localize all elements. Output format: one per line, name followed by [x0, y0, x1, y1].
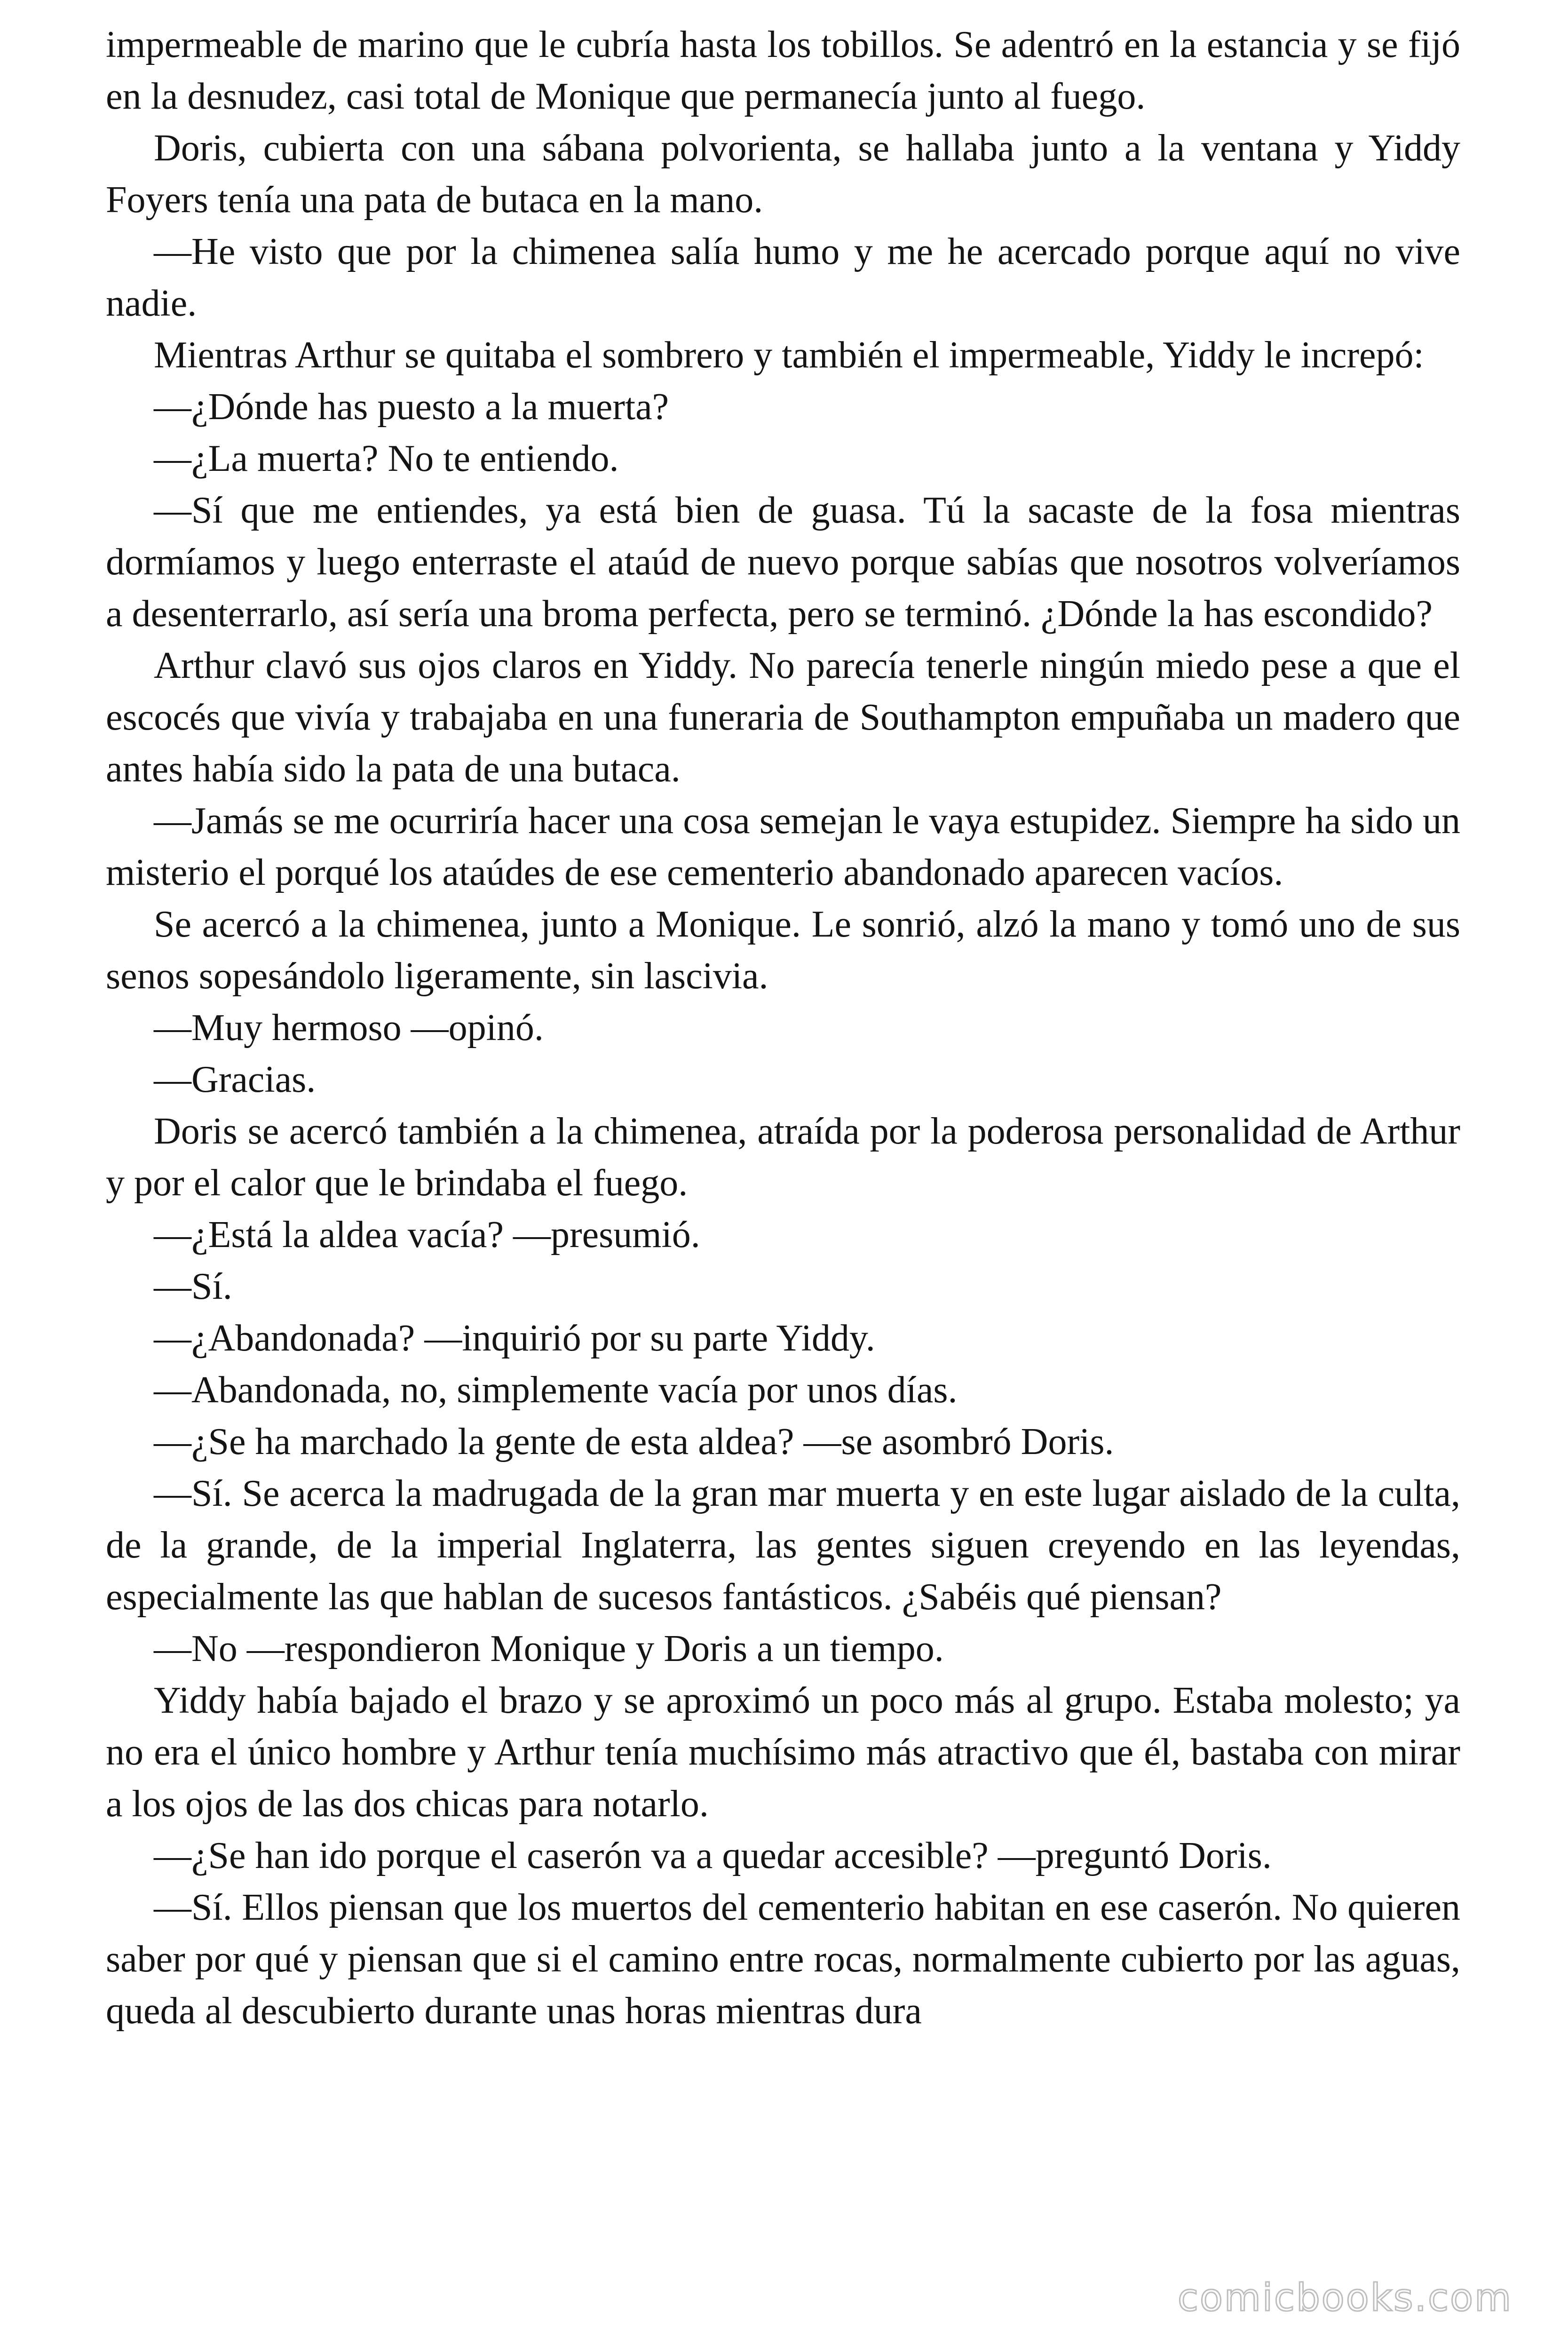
paragraph: —He visto que por la chimenea salía humo y me he acercado porque aquí no vive nadie. [106, 231, 1460, 324]
paragraph: —¿Abandonada? —inquirió por su parte Yiddy. [154, 1318, 875, 1359]
paragraph: —¿La muerta? No te entiendo. [154, 438, 619, 479]
paragraph: —Muy hermoso —opinó. [154, 1007, 544, 1049]
paragraph: Yiddy había bajado el brazo y se aproximó un poco más al grupo. Estaba molesto; ya no era el único hombre y Arthur tenía muchísimo más atractivo que él, bastaba con mirar a los ojos de las dos chicas para notarlo. [106, 1680, 1460, 1825]
paragraph: —No —respondieron Monique y Doris a un tiempo. [154, 1628, 944, 1669]
paragraph: —Abandonada, no, simplemente vacía por unos días. [154, 1369, 958, 1411]
paragraph: —Sí. Ellos piensan que los muertos del cementerio habitan en ese caserón. No quieren saber por qué y piensan que si el camino entre rocas, normalmente cubierto por las aguas, queda al descubierto durante unas horas mientras dura [106, 1887, 1460, 2032]
paragraph: impermeable de marino que le cubría hasta los tobillos. Se adentró en la estancia y se fijó en la desnudez, casi total de Monique que permanecía junto al fuego. [106, 24, 1460, 117]
paragraph: —Sí. [154, 1266, 232, 1307]
paragraph: —Sí. Se acerca la madrugada de la gran mar muerta y en este lugar aislado de la culta, de la grande, de la imperial Inglaterra, las gentes siguen creyendo en las leyendas, especialmente las que hablan de sucesos fantásticos. ¿Sabéis qué piensan? [106, 1473, 1460, 1618]
paragraph: —Gracias. [154, 1059, 316, 1100]
paragraph: Doris se acercó también a la chimenea, atraída por la poderosa personalidad de Arthur y por el calor que le brindaba el fuego. [106, 1111, 1460, 1204]
paragraph: Se acercó a la chimenea, junto a Monique. Le sonrió, alzó la mano y tomó uno de sus senos sopesándolo ligeramente, sin lascivia. [106, 904, 1460, 997]
paragraph: —¿Se han ido porque el caserón va a quedar accesible? —preguntó Doris. [154, 1835, 1272, 1876]
paragraph: Doris, cubierta con una sábana polvorienta, se hallaba junto a la ventana y Yiddy Foyers tenía una pata de butaca en la mano. [106, 127, 1460, 221]
paragraph: Mientras Arthur se quitaba el sombrero y también el impermeable, Yiddy le increpó: [154, 334, 1424, 376]
paragraph: Arthur clavó sus ojos claros en Yiddy. No parecía tenerle ningún miedo pese a que el escocés que vivía y trabajaba en una funeraria de Southampton empuñaba un madero que antes había sido la pata de una butaca. [106, 645, 1460, 790]
watermark: comicbooks.com [1177, 2276, 1513, 2320]
paragraph: —¿Dónde has puesto a la muerta? [154, 386, 669, 428]
page-text [106, 19, 1460, 2037]
paragraph: —Sí que me entiendes, ya está bien de guasa. Tú la sacaste de la fosa mientras dormíamos y luego enterraste el ataúd de nuevo porque sabías que nosotros volveríamos a desenterrarlo, así sería una broma perfecta, pero se terminó. ¿Dónde la has escondido? [106, 490, 1460, 635]
paragraph: —¿Está la aldea vacía? —presumió. [154, 1214, 700, 1255]
paragraph: —Jamás se me ocurriría hacer una cosa semejan le vaya estupidez. Siempre ha sido un misterio el porqué los ataúdes de ese cementerio abandonado aparecen vacíos. [106, 800, 1460, 893]
paragraph: —¿Se ha marchado la gente de esta aldea? —se asombró Doris. [154, 1421, 1114, 1462]
